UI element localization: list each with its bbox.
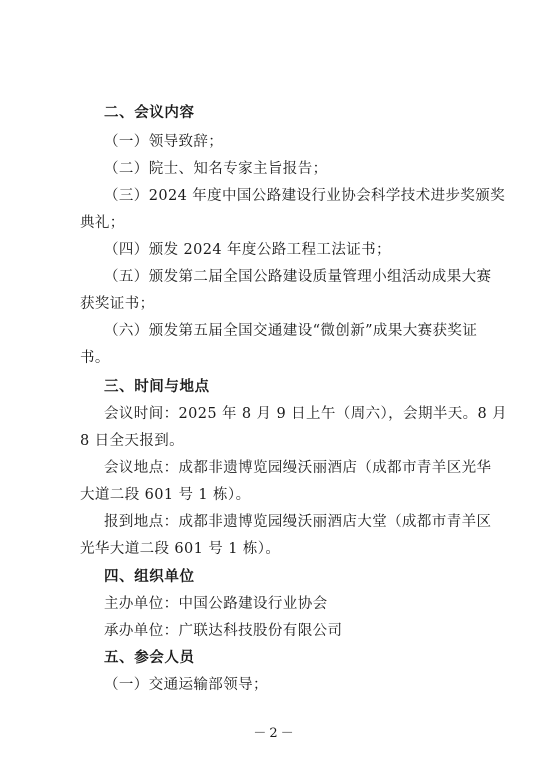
- list-item: （一）交通运输部领导；: [104, 677, 268, 693]
- section-heading-meeting-content: 二、会议内容: [104, 105, 195, 121]
- paragraph-line: 报到地点：成都非遗博览园缦沃丽酒店大堂（成都市青羊区: [104, 514, 492, 530]
- list-item-continuation: 典礼；: [80, 215, 125, 231]
- list-item-continuation: 书。: [80, 350, 110, 366]
- list-item: （二）院士、知名专家主旨报告；: [104, 161, 328, 177]
- list-item: （五）颁发第二届全国公路建设质量管理小组活动成果大赛: [104, 269, 492, 285]
- list-item-continuation: 获奖证书；: [80, 296, 155, 312]
- paragraph-line: 主办单位：中国公路建设行业协会: [104, 596, 328, 612]
- paragraph-line: 承办单位：广联达科技股份有限公司: [104, 623, 343, 639]
- list-item: （六）颁发第五届全国交通建设“微创新”成果大赛获奖证: [104, 323, 478, 339]
- list-item: （一）领导致辞；: [104, 134, 224, 150]
- section-heading-attendees: 五、参会人员: [104, 650, 195, 666]
- paragraph-line: 会议时间：2025 年 8 月 9 日上午（周六），会期半天。8 月: [104, 406, 508, 422]
- list-item: （四）颁发 2024 年度公路工程工法证书；: [104, 242, 391, 258]
- paragraph-line: 大道二段 601 号 1 栋）。: [80, 487, 251, 503]
- page-number: －2－: [253, 726, 297, 741]
- paragraph-line: 8 日全天报到。: [80, 433, 185, 449]
- paragraph-line: 会议地点：成都非遗博览园缦沃丽酒店（成都市青羊区光华: [104, 460, 492, 476]
- list-item: （三）2024 年度中国公路建设行业协会科学技术进步奖颁奖: [104, 188, 506, 204]
- section-heading-time-location: 三、时间与地点: [104, 379, 210, 395]
- section-heading-organizers: 四、组织单位: [104, 569, 195, 585]
- paragraph-line: 光华大道二段 601 号 1 栋）。: [80, 541, 281, 557]
